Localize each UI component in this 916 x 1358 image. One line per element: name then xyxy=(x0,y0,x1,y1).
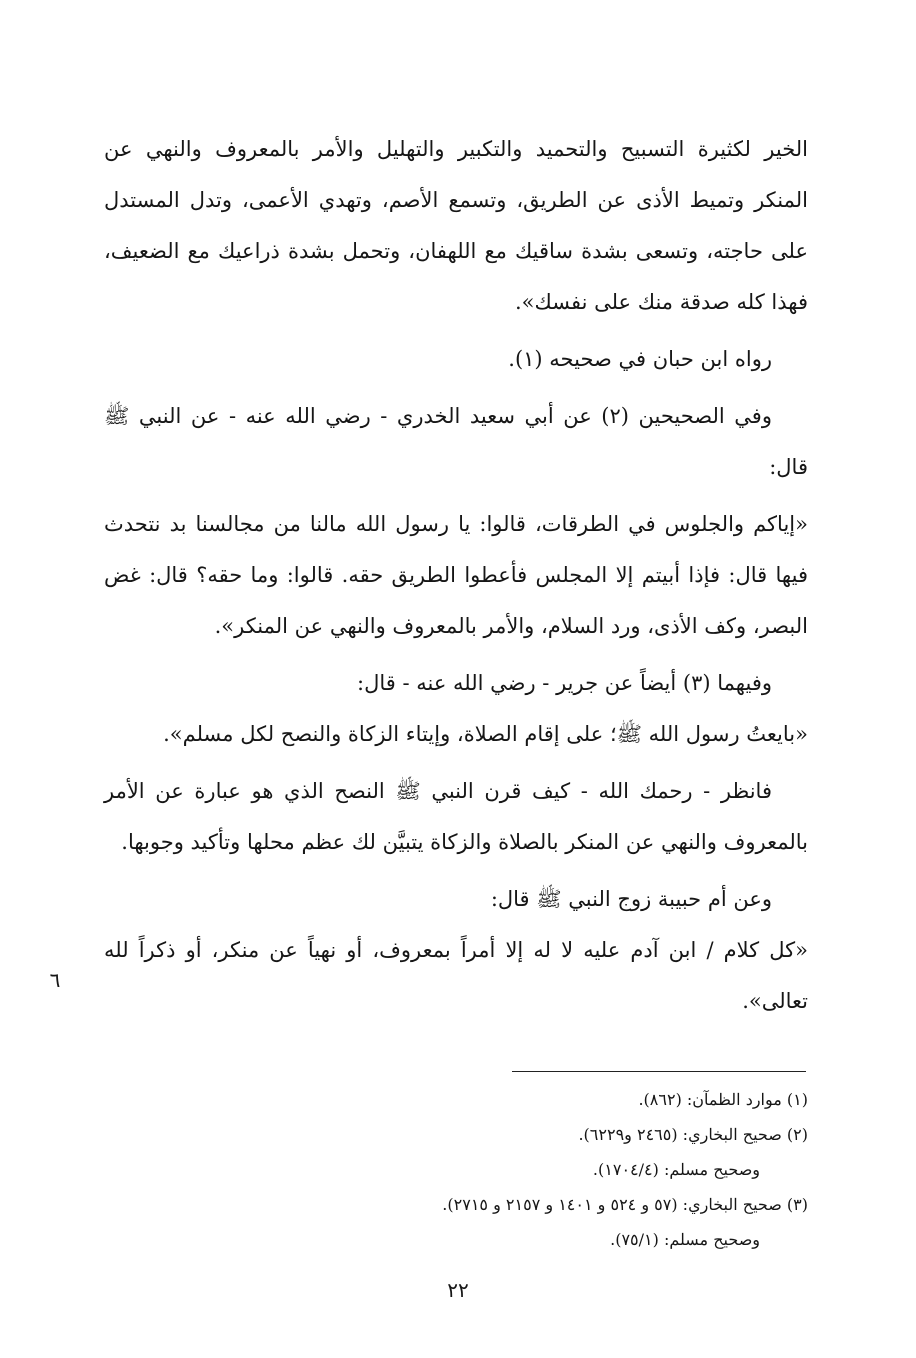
hadith-pledge: «بايعتُ رسول الله ﷺ؛ على إقام الصلاة، وإيتاء الزكاة والنصح لكل مسلم». xyxy=(163,722,808,746)
footnote-1: (١) موارد الظمآن: (٨٦٢). xyxy=(638,1090,808,1109)
paragraph-ibn-hibban: رواه ابن حبان في صحيحه (١). xyxy=(508,347,772,371)
footnote-2: (٢) صحيح البخاري: (٢٤٦٥ و٦٢٢٩). xyxy=(578,1125,808,1144)
paragraph-commentary: فانظر - رحمك الله - كيف قرن النبي ﷺ النصح الذي هو عبارة عن الأمر بالمعروف والنهي عن المنكر بالصلاة والزكاة يتبيَّن لك عظم محلها وتأكيد وجوبها. xyxy=(104,779,808,854)
footnote-divider xyxy=(512,1071,806,1072)
paragraph-abu-said: وفي الصحيحين (٢) عن أبي سعيد الخدري - رضي الله عنه - عن النبي ﷺ قال: xyxy=(104,404,808,479)
footnote-3-continuation: وصحيح مسلم: (٧٥/١). xyxy=(610,1230,760,1249)
paragraph-continuation: الخير لكثيرة التسبيح والتحميد والتكبير والتهليل والأمر بالمعروف والنهي عن المنكر وتميط الأذى عن الطريق، وتسمع الأصم، وتهدي الأعمى، وتدل المستدل على حاجته، وتسعى بشدة ساقيك مع اللهفان، وتحمل بشدة ذراعيك مع الضعيف، فهذا كله صدقة منك على نفسك». xyxy=(104,137,808,314)
page-number: ٢٢ xyxy=(447,1278,469,1302)
paragraph-umm-habiba: وعن أم حبيبة زوج النبي ﷺ قال: xyxy=(490,887,772,911)
footnote-3: (٣) صحيح البخاري: (٥٧ و ٥٢٤ و ١٤٠١ و ٢١٥٧ و ٢٧١٥). xyxy=(442,1195,808,1214)
hadith-speech: «كل كلام / ابن آدم عليه لا له إلا أمراً بمعروف، أو نهياً عن منكر، أو ذكراً لله تعالى». xyxy=(104,938,808,1013)
main-text xyxy=(104,124,808,1027)
paragraph-jarir: وفيهما (٣) أيضاً عن جرير - رضي الله عنه - قال: xyxy=(357,671,772,695)
footnotes xyxy=(104,1082,808,1257)
margin-folio-mark: ٦ xyxy=(49,968,61,992)
hadith-sitting-in-roads: «إياكم والجلوس في الطرقات، قالوا: يا رسول الله مالنا من مجالسنا بد نتحدث فيها قال: فإذا أبيتم إلا المجلس فأعطوا الطريق حقه. قالوا: وما حقه؟ قال: غض البصر، وكف الأذى، ورد السلام، والأمر بالمعروف والنهي عن المنكر». xyxy=(104,512,808,638)
footnote-2-continuation: وصحيح مسلم: (١٧٠٤/٤). xyxy=(592,1160,760,1179)
